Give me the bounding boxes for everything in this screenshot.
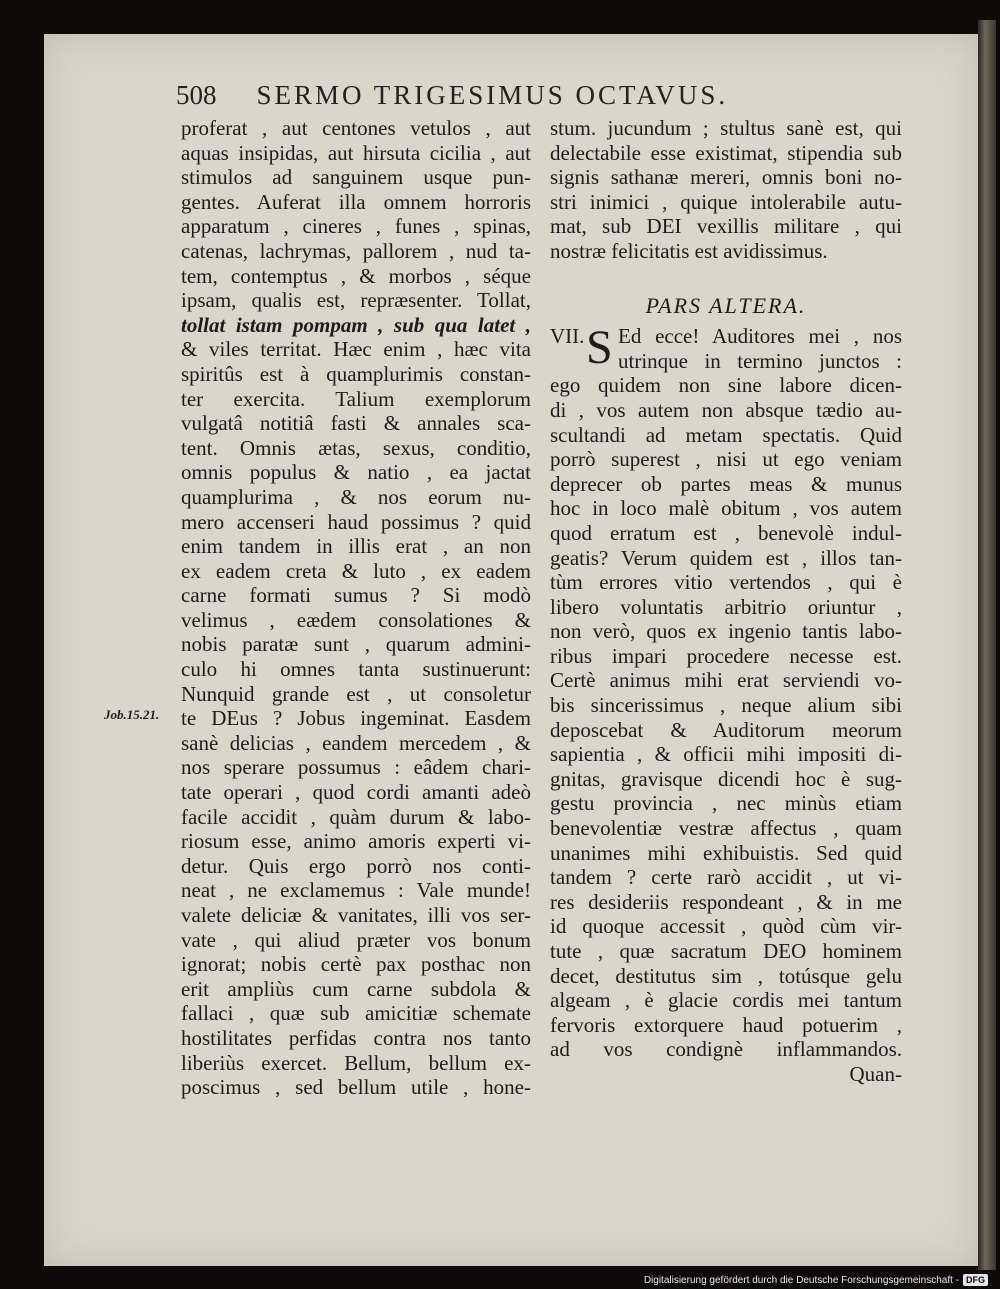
catchword: Quan- xyxy=(849,1061,902,1086)
text-line: poscimus , sed bellum utile , hone- xyxy=(181,1075,531,1100)
page-number: 508 xyxy=(176,80,217,110)
text-line: ego quidem non sine labore dicen- xyxy=(550,373,902,398)
text-line: bis sincerissimus , neque alium sibi xyxy=(550,693,902,718)
text-line: proferat , aut centones vetulos , aut xyxy=(181,116,531,140)
text-line: ad vos condignè inflammandos. xyxy=(550,1037,902,1062)
text-line: deprecer ob partes meas & munus xyxy=(550,471,902,496)
text-line: culo hi omnes tanta sustinuerunt: xyxy=(181,657,531,682)
text-line: riosum esse, animo amoris experti vi- xyxy=(181,829,531,854)
text-line: tem, contemptus , & morbos , séque xyxy=(181,263,531,288)
text-line: vate , qui aliud præter vos bonum xyxy=(181,927,531,952)
text-line: id quoque accessit , quòd cùm vir- xyxy=(550,914,902,939)
text-line: & viles territat. Hæc enim , hæc vita xyxy=(181,337,531,362)
dfg-logo: DFG xyxy=(963,1274,988,1286)
text-line: tùm errores vitio vertendos , qui è xyxy=(550,570,902,595)
text-line: scultandi ad metam spectatis. Quid xyxy=(550,422,902,447)
text-line: enim tandem in illis erat , an non xyxy=(181,534,531,559)
text-line: tollat istam pompam , sub qua latet , xyxy=(181,312,531,337)
text-line: nostræ felicitatis est avidissimus. xyxy=(550,238,828,263)
text-line: sapientia , & officii mihi impositi di- xyxy=(550,742,902,767)
text-line: sanè delicias , eandem mercedem , & xyxy=(181,730,531,755)
margin-note: Job.15.21. xyxy=(104,707,160,722)
right-column xyxy=(550,116,902,1087)
text-line: non verò, quos ex ingenio tantis labo- xyxy=(550,619,902,644)
text-line: gentes. Auferat illa omnem horroris xyxy=(181,189,531,214)
text-line: nos sperare possumus : eâdem chari- xyxy=(181,755,531,780)
text-line: ipsam, qualis est, repræsenter. Tollat, xyxy=(181,288,531,313)
text-line: decet, destitutus sim , totúsque gelu xyxy=(550,963,902,988)
running-header xyxy=(176,80,776,111)
text-line: hoc in loco malè obitum , vos autem xyxy=(550,496,902,521)
footer-credit xyxy=(644,1273,988,1287)
paragraph-vii xyxy=(550,321,902,1062)
left-column xyxy=(181,116,531,1100)
text-line: gnitas, gravisque dicendi hoc è sug- xyxy=(550,766,902,791)
text-line: stri inimici , quique intolerabile autu- xyxy=(550,189,902,214)
text-line: spiritûs est à quamplurimis constan- xyxy=(181,361,531,386)
text-line: omnis populus & natio , ea jactat xyxy=(181,460,531,485)
text-line: libero voluntatis arbitrio oriuntur , xyxy=(550,594,902,619)
text-line: tate operari , quod cordi amanti adeò xyxy=(181,780,531,805)
text-line: aquas insipidas, aut hirsuta cicilia , aut xyxy=(181,140,531,165)
paragraph-number: VII. xyxy=(550,324,585,349)
page-edge xyxy=(978,20,996,1270)
text-line: detur. Quis ergo porrò nos conti- xyxy=(181,853,531,878)
text-line: di , vos autem non absque tædio au- xyxy=(550,397,902,422)
text-line: ignorat; nobis certè pax posthac non xyxy=(181,952,531,977)
text-line: vulgatâ notitiâ fasti & annales sca- xyxy=(181,411,531,436)
text-line: ex eadem creta & luto , ex eadem xyxy=(181,558,531,583)
text-line: hostilitates perfidas contra nos tanto xyxy=(181,1025,531,1050)
section-title: PARS ALTERA. xyxy=(645,293,807,319)
text-line: erit ampliùs cum carne subdola & xyxy=(181,976,531,1001)
text-line: deposcebat & Auditorum meorum xyxy=(550,717,902,742)
text-line: carne formati sumus ? Si modò xyxy=(181,583,531,608)
text-line: stum. jucundum ; stultus sanè est, qui xyxy=(550,116,902,140)
text-line: liberiùs exercet. Bellum, bellum ex- xyxy=(181,1050,531,1075)
text-line: gestu provincia , nec minùs etiam xyxy=(550,791,902,816)
text-line: ter exercita. Talium exemplorum xyxy=(181,386,531,411)
text-line: res desideriis respondeant , & in me xyxy=(550,889,902,914)
text-line: porrò superest , nisi ut ego veniam xyxy=(550,447,902,472)
text-line: velimus , eædem consolationes & xyxy=(181,607,531,632)
text-line: neat , ne exclamemus : Vale munde! xyxy=(181,878,531,903)
text-line: facile accidit , quàm durum & labo- xyxy=(181,804,531,829)
text-line: nobis paratæ sunt , quarum admini- xyxy=(181,632,531,657)
text-line: utrinque in termino junctos : xyxy=(618,348,902,373)
text-line: fallaci , quæ sub amicitiæ schemate xyxy=(181,1001,531,1026)
text-line: unanimes mihi exhibuistis. Sed quid xyxy=(550,840,902,865)
text-line: apparatum , cineres , funes , spinas, xyxy=(181,214,531,239)
text-line: benevolentiæ vestræ affectus , quam xyxy=(550,816,902,841)
footer-text: Digitalisierung gefördert durch die Deutsche Forschungsgemeinschaft - xyxy=(643,1274,959,1286)
text-line: valete deliciæ & vanitates, illi vos ser- xyxy=(181,903,531,927)
text-line: signis sathanæ mereri, omnis boni no- xyxy=(550,165,902,190)
text-line: Ed ecce! Auditores mei , nos xyxy=(618,324,902,349)
running-title: SERMO TRIGESIMUS OCTAVUS. xyxy=(256,80,729,110)
text-line: tent. Omnis ætas, sexus, conditio, xyxy=(181,435,531,460)
text-line: tandem ? certe rarò accidit , ut vi- xyxy=(550,865,902,890)
text-line: te DEus ? Jobus ingeminat. Easdem xyxy=(181,706,531,731)
spacer xyxy=(550,264,902,289)
text-line: stimulos ad sanguinem usque pun- xyxy=(181,165,531,190)
text-line: fervoris extorquere haud potuerim , xyxy=(550,1012,902,1037)
text-line: geatis? Verum quidem est , illos tan- xyxy=(550,545,902,570)
text-line: tute , quæ sacratum DEO hominem xyxy=(550,939,902,963)
text-line: delectabile esse existimat, stipendia sub xyxy=(550,140,902,165)
text-line: Nunquid grande est , ut consoletur xyxy=(181,681,531,706)
text-line: algeam , è glacie cordis mei tantum xyxy=(550,988,902,1013)
drop-cap: S xyxy=(586,321,613,375)
text-line: quod erratum est , benevolè indul- xyxy=(550,520,902,545)
text-line: catenas, lachrymas, pallorem , nud ta- xyxy=(181,238,531,263)
text-line: Certè animus mihi erat serviendi vo- xyxy=(550,668,902,693)
text-line: mat, sub DEI vexillis militare , qui xyxy=(550,214,902,239)
text-line: ribus impari procedere necesse est. xyxy=(550,643,902,668)
text-line: quamplurima , & nos eorum nu- xyxy=(181,484,531,509)
text-line: mero accenseri haud possimus ? quid xyxy=(181,509,531,534)
